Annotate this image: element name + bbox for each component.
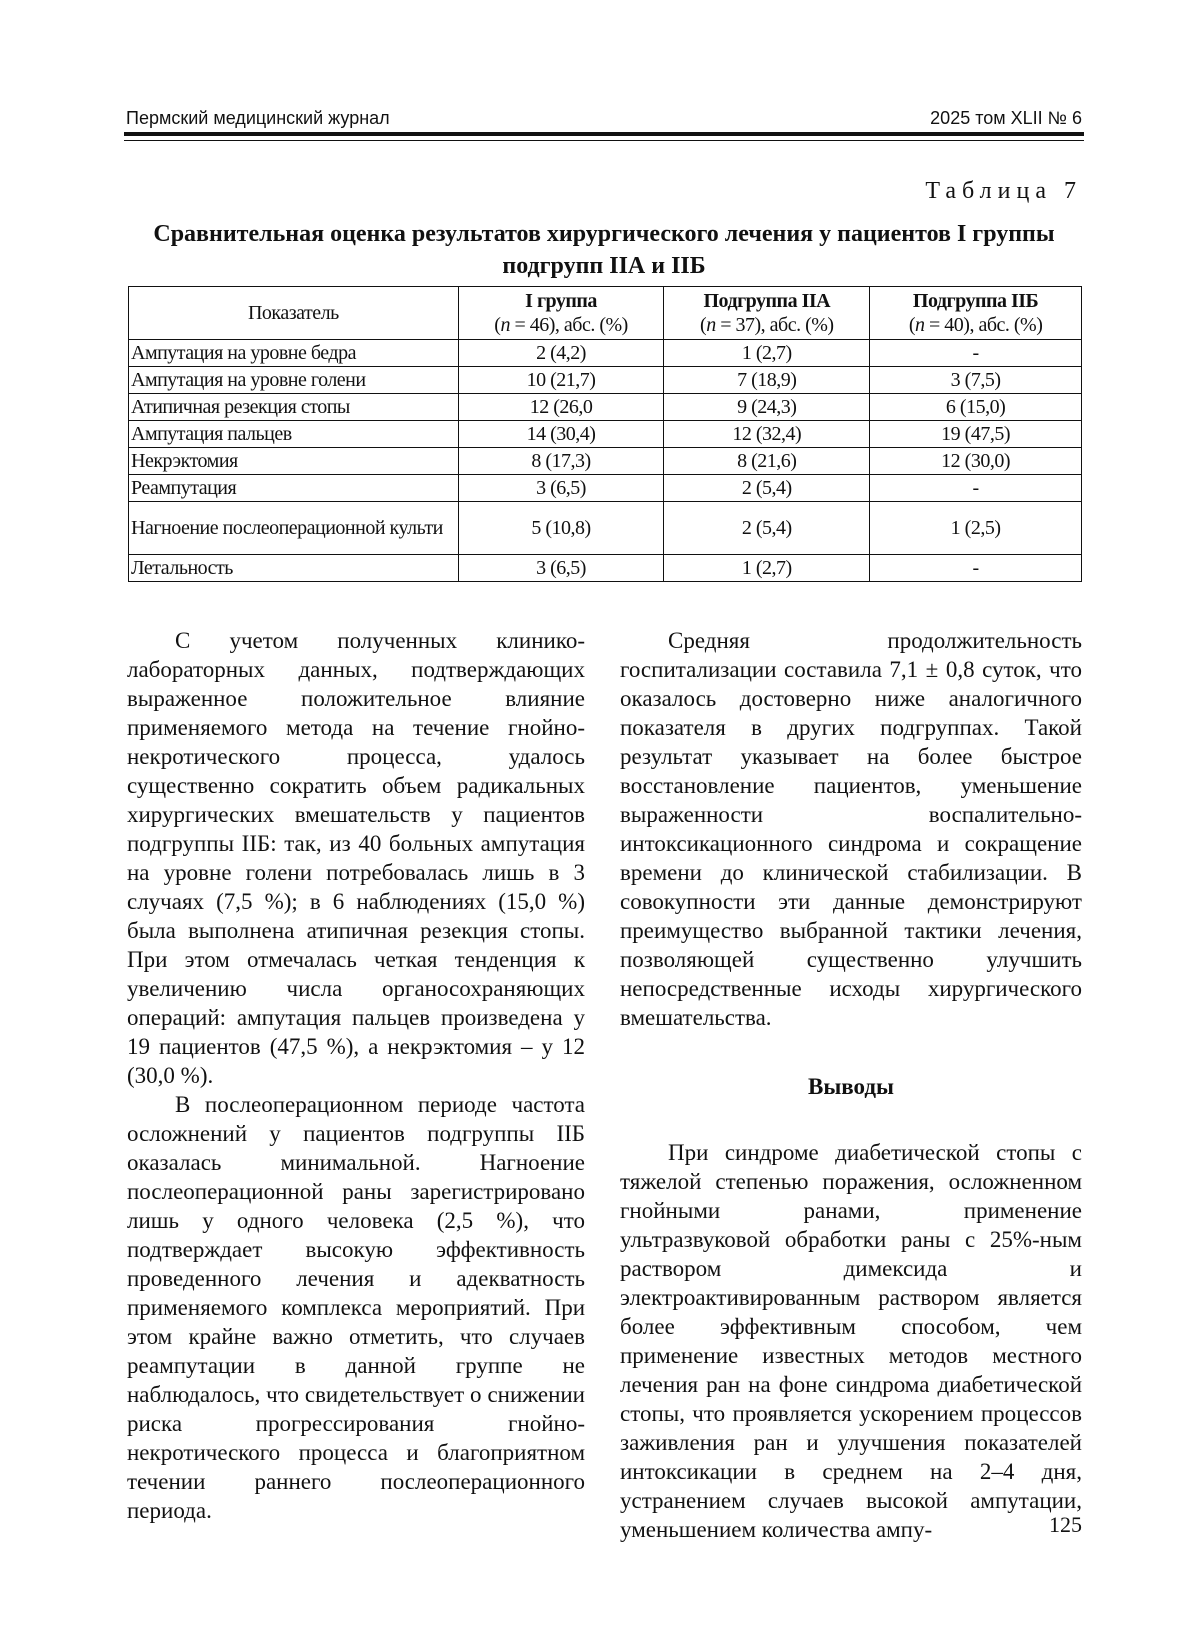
cell-group-1: 10 (21,7) bbox=[458, 367, 664, 394]
cell-group-1: 5 (10,8) bbox=[458, 502, 664, 555]
row-label: Летальность bbox=[129, 555, 459, 582]
header-rule-thick bbox=[124, 132, 1084, 136]
cell-subgroup-2b: 12 (30,0) bbox=[870, 448, 1082, 475]
row-label: Некрэктомия bbox=[129, 448, 459, 475]
cell-subgroup-2b: - bbox=[870, 340, 1082, 367]
body-column-left bbox=[127, 626, 585, 1525]
cell-subgroup-2a: 8 (21,6) bbox=[664, 448, 870, 475]
paragraph: С учетом полученных клинико-лабораторных данных, подтверждающих выраженное положительное влияние применяемого метода на течение гнойно-некротического процесса, удалось существенно сократить объем радикальных хирургических вмешательств у пациентов подгруппы IIБ: так, из 40 больных ампутация на уровне голени потребовалась лишь в 3 случаях (7,5 %); в 6 наблюдениях (15,0 %) была выполнена атипичная резекция стопы. При этом отмечалась четкая тенденция к увеличению числа органосохраняющих операций: ампутация пальцев произведена у 19 пациентов (47,5 %), а некрэктомия – у 12 (30,0 %). bbox=[127, 628, 585, 1088]
cell-subgroup-2b: - bbox=[870, 475, 1082, 502]
cell-group-1: 12 (26,0 bbox=[458, 394, 664, 421]
row-label: Ампутация на уровне голени bbox=[129, 367, 459, 394]
caption-line-1: Сравнительная оценка результатов хирургического лечения у пациентов I группы bbox=[153, 221, 1055, 247]
journal-name: Пермский медицинский журнал bbox=[126, 108, 390, 128]
issue-info: 2025 том XLII № 6 bbox=[930, 108, 1082, 128]
table-caption bbox=[124, 218, 1084, 282]
cell-subgroup-2a: 2 (5,4) bbox=[664, 502, 870, 555]
page-number: 125 bbox=[1049, 1512, 1082, 1537]
cell-subgroup-2b: 3 (7,5) bbox=[870, 367, 1082, 394]
header-rule-thin bbox=[124, 140, 1084, 141]
table-label: Таблица 7 bbox=[925, 178, 1082, 204]
cell-subgroup-2a: 2 (5,4) bbox=[664, 475, 870, 502]
header-title: I группа bbox=[525, 290, 597, 312]
paragraph: В послеоперационном периоде частота осложнений у пациентов подгруппы IIБ оказалась минимальной. Нагноение послеоперационной раны зарегистрировано лишь у одного человека (2,5 %), что подтверждает высокую эффективность проведенного лечения и адекватность применяемого комплекса мероприятий. При этом крайне важно отметить, что случаев реампутации в данной группе не наблюдалось, что свидетельствует о снижении риска прогрессирования гнойно-некротического процесса и благоприятном течении раннего послеоперационного периода. bbox=[127, 1092, 585, 1523]
cell-group-1: 2 (4,2) bbox=[458, 340, 664, 367]
cell-subgroup-2b: 19 (47,5) bbox=[870, 421, 1082, 448]
row-label: Нагноение послеоперационной культи bbox=[129, 502, 459, 555]
paragraph: При синдроме диабетической стопы с тяжелой степенью поражения, осложненном гнойными ранами, применение ультразвуковой обработки раны с 25%-ным раствором димексида и электроактивированным раствором является более эффективным способом, чем применение известных методов местного лечения ран на фоне синдрома диабетической стопы, что проявляется ускорением процессов заживления ран и улучшения показателей интоксикации в среднем на 2–4 дня, устранением случаев высокой ампутации, уменьшением количества ампу- bbox=[620, 1140, 1082, 1542]
header-indicator: Показатель bbox=[129, 287, 459, 340]
table-row bbox=[129, 367, 1082, 394]
table-row bbox=[129, 421, 1082, 448]
cell-group-1: 14 (30,4) bbox=[458, 421, 664, 448]
row-label: Атипичная резекция стопы bbox=[129, 394, 459, 421]
cell-subgroup-2a: 1 (2,7) bbox=[664, 555, 870, 582]
cell-subgroup-2b: 1 (2,5) bbox=[870, 502, 1082, 555]
table-row bbox=[129, 340, 1082, 367]
table-row bbox=[129, 394, 1082, 421]
results-table bbox=[128, 286, 1082, 582]
running-header bbox=[126, 108, 1082, 130]
header-sub: (n = 40), абс. (%) bbox=[908, 314, 1043, 336]
table-row bbox=[129, 448, 1082, 475]
cell-subgroup-2a: 12 (32,4) bbox=[664, 421, 870, 448]
header-sub: (n = 37), абс. (%) bbox=[700, 314, 834, 336]
table-header-row bbox=[129, 287, 1082, 340]
cell-subgroup-2b: 6 (15,0) bbox=[870, 394, 1082, 421]
header-subgroup-2a bbox=[664, 287, 870, 340]
header-sub: (n = 46), абс. (%) bbox=[494, 314, 628, 336]
cell-group-1: 8 (17,3) bbox=[458, 448, 664, 475]
header-title: Подгруппа IIА bbox=[703, 290, 831, 312]
row-label: Реампутация bbox=[129, 475, 459, 502]
header-title: Подгруппа IIБ bbox=[912, 290, 1039, 312]
cell-subgroup-2a: 9 (24,3) bbox=[664, 394, 870, 421]
conclusions-heading: Выводы bbox=[808, 1074, 894, 1099]
caption-line-2: подгрупп IIА и IIБ bbox=[502, 253, 706, 279]
cell-group-1: 3 (6,5) bbox=[458, 475, 664, 502]
cell-subgroup-2b: - bbox=[870, 555, 1082, 582]
table-row bbox=[129, 475, 1082, 502]
cell-group-1: 3 (6,5) bbox=[458, 555, 664, 582]
table-row bbox=[129, 555, 1082, 582]
cell-subgroup-2a: 7 (18,9) bbox=[664, 367, 870, 394]
header-group-1 bbox=[458, 287, 664, 340]
row-label: Ампутация пальцев bbox=[129, 421, 459, 448]
cell-subgroup-2a: 1 (2,7) bbox=[664, 340, 870, 367]
table-row bbox=[129, 502, 1082, 555]
row-label: Ампутация на уровне бедра bbox=[129, 340, 459, 367]
paragraph: Средняя продолжительность госпитализации составила 7,1 ± 0,8 суток, что оказалось достоверно ниже аналогичного показателя в других подгруппах. Такой результат указывает на более быстрое восстановление пациентов, уменьшение выраженности воспалительно-интоксикационного синдрома и сокращение времени до клинической стабилизации. В совокупности эти данные демонстрируют преимущество выбранной тактики лечения, позволяющей существенно улучшить непосредственные исходы хирургического вмешательства. bbox=[620, 628, 1082, 1030]
header-subgroup-2b bbox=[870, 287, 1082, 340]
body-column-right bbox=[620, 626, 1082, 1544]
